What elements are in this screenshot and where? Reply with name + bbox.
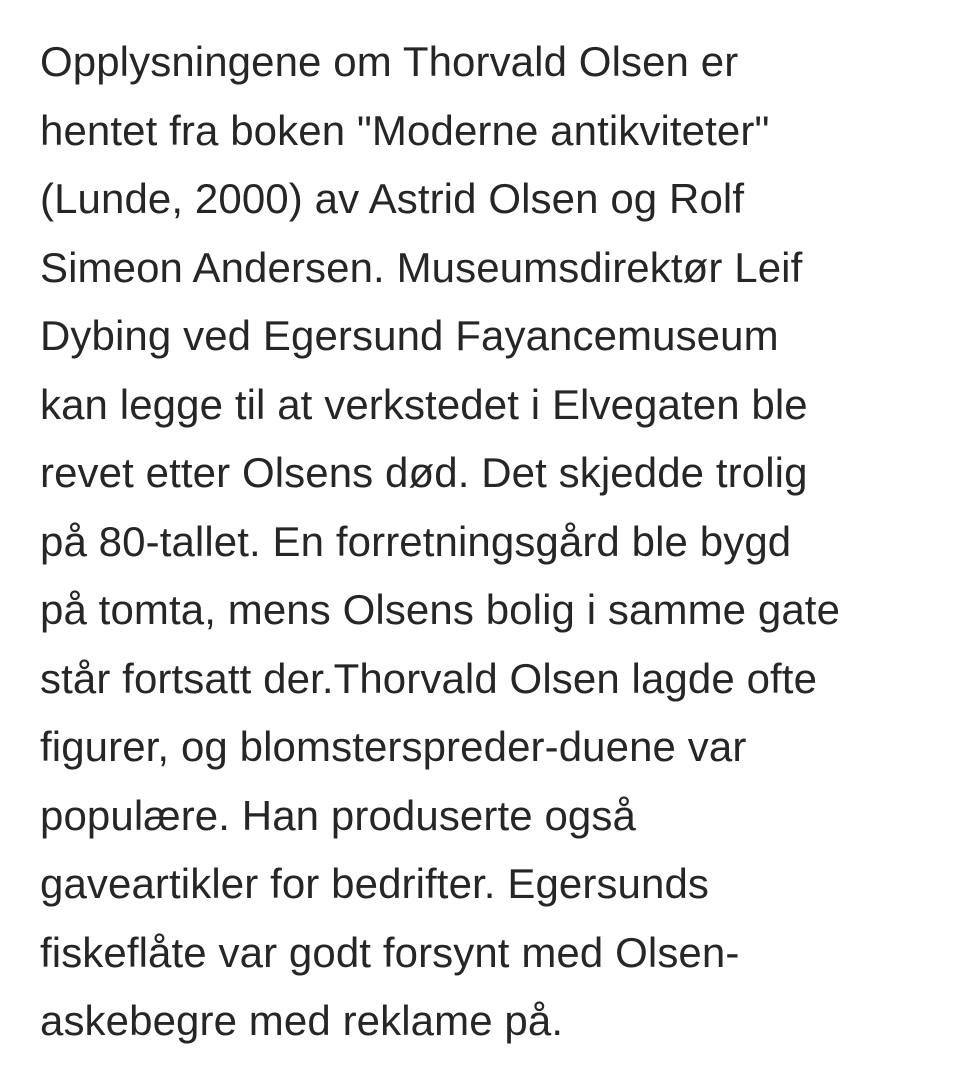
text-line-4: Simeon Andersen. Museumsdirektør Leif — [40, 243, 803, 291]
text-line-1: Opplysningene om Thorvald Olsen er — [40, 38, 739, 85]
text-line-9: på tomta, mens Olsens bolig i samme gate — [40, 586, 841, 633]
text-line-10: står fortsatt der.Thorvald Olsen lagde ofte — [40, 654, 818, 702]
text-line-12: populære. Han produserte også — [40, 791, 636, 839]
article-body — [40, 28, 940, 1056]
text-line-11: figurer, og blomsterspreder-duene var — [40, 723, 747, 770]
text-line-13: gaveartikler for bedrifter. Egersunds — [40, 860, 710, 907]
text-line-7: revet etter Olsens død. Det skjedde trolig — [40, 449, 808, 496]
text-line-5: Dybing ved Egersund Fayancemuseum — [40, 312, 779, 359]
text-line-8: på 80-tallet. En forretningsgård ble bygd — [40, 517, 792, 565]
text-line-15: askebegre med reklame på. — [40, 997, 564, 1044]
text-line-14: fiskeflåte var godt forsynt med Olsen- — [40, 928, 740, 976]
text-line-6: kan legge til at verkstedet i Elvegaten ble — [40, 380, 808, 428]
text-line-3: (Lunde, 2000) av Astrid Olsen og Rolf — [40, 175, 745, 222]
text-line-2: hentet fra boken "Moderne antikviteter" — [40, 106, 770, 154]
